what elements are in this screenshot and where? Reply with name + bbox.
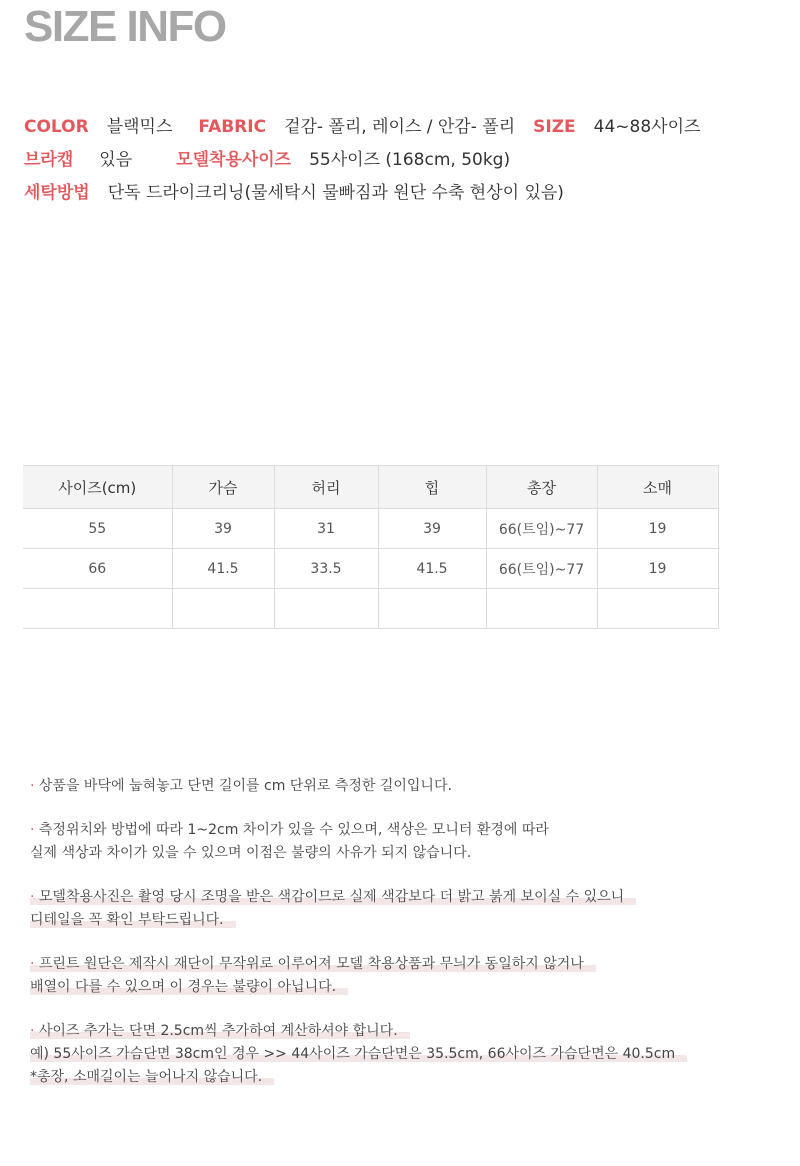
table-cell: 41.5 — [378, 549, 486, 589]
size-label: SIZE — [533, 117, 576, 137]
wash-label: 세탁방법 — [24, 183, 90, 203]
bullet-icon: · — [30, 889, 35, 905]
note-model-photo — [30, 886, 687, 932]
note-text: 예) 55사이즈 가슴단면 38cm인 경우 >> 44사이즈 가슴단면은 35.5cm, 66사이즈 가슴단면은 40.5cm — [30, 1046, 676, 1062]
note-deviation — [30, 819, 687, 865]
header-waist: 허리 — [274, 466, 378, 509]
table-cell: 39 — [172, 509, 274, 549]
table-cell — [172, 589, 274, 629]
info-line-1 — [24, 112, 700, 137]
note-size-addition — [30, 1020, 687, 1089]
note-text: 프린트 원단은 제작시 재단이 무작위로 이루어져 모델 착용상품과 무늬가 동일하지 않거나 — [38, 956, 584, 972]
header-length: 총장 — [486, 466, 597, 509]
table-row — [23, 589, 718, 629]
note-text: *총장, 소매길이는 늘어나지 않습니다. — [30, 1069, 263, 1085]
page-title: SIZE INFO — [24, 2, 226, 51]
table-cell: 19 — [597, 509, 718, 549]
note-text: 측정위치와 방법에 따라 1~2cm 차이가 있을 수 있으며, 색상은 모니터 환경에 따라 — [38, 822, 549, 838]
header-sleeve: 소매 — [597, 466, 718, 509]
info-line-2 — [24, 145, 510, 170]
table-cell: 66(트임)~77 — [486, 509, 597, 549]
bracap-value: 있음 — [99, 150, 133, 170]
table-cell: 41.5 — [172, 549, 274, 589]
bracap-label: 브라캡 — [24, 150, 74, 170]
note-measurement — [30, 775, 687, 798]
table-cell: 66 — [23, 549, 172, 589]
model-size-label: 모델착용사이즈 — [176, 150, 292, 170]
header-hip: 힙 — [378, 466, 486, 509]
table-cell — [23, 589, 172, 629]
size-value: 44~88사이즈 — [593, 117, 701, 137]
table-cell — [597, 589, 718, 629]
table-cell: 66(트임)~77 — [486, 549, 597, 589]
note-text: 디테일을 꼭 확인 부탁드립니다. — [30, 912, 224, 928]
fabric-value: 겉감- 폴리, 레이스 / 안감- 폴리 — [284, 117, 516, 137]
note-text: 사이즈 추가는 단면 2.5cm씩 추가하여 계산하셔야 합니다. — [38, 1023, 398, 1039]
note-text: 실제 색상과 차이가 있을 수 있으며 이점은 불량의 사유가 되지 않습니다. — [30, 845, 472, 861]
bullet-icon: · — [30, 1023, 35, 1039]
fabric-label: FABRIC — [198, 117, 267, 137]
color-label: COLOR — [24, 117, 89, 137]
note-text: 배열이 다를 수 있으며 이 경우는 불량이 아닙니다. — [30, 979, 337, 995]
table-row — [23, 509, 718, 549]
header-chest: 가슴 — [172, 466, 274, 509]
table-cell — [378, 589, 486, 629]
table-cell: 19 — [597, 549, 718, 589]
table-header-row — [23, 466, 718, 509]
size-table — [23, 465, 719, 629]
table-cell: 31 — [274, 509, 378, 549]
bullet-icon: · — [30, 822, 35, 838]
model-size-value: 55사이즈 (168cm, 50kg) — [309, 150, 511, 170]
table-cell — [274, 589, 378, 629]
color-value: 블랙믹스 — [106, 117, 173, 137]
note-text: 모델착용사진은 촬영 당시 조명을 받은 색감이므로 실제 색감보다 더 밝고 붉게 보이실 수 있으니 — [38, 889, 625, 905]
table-cell: 39 — [378, 509, 486, 549]
info-line-3 — [24, 178, 564, 203]
bullet-icon: · — [30, 956, 35, 972]
table-cell: 33.5 — [274, 549, 378, 589]
wash-value: 단독 드라이크리닝(물세탁시 물빠짐과 원단 수축 현상이 있음) — [107, 183, 564, 203]
table-cell — [486, 589, 597, 629]
note-print-fabric — [30, 953, 687, 999]
table-row — [23, 549, 718, 589]
note-text: 상품을 바닥에 눕혀놓고 단면 길이를 cm 단위로 측정한 길이입니다. — [38, 778, 452, 794]
table-cell: 55 — [23, 509, 172, 549]
header-size: 사이즈(cm) — [23, 466, 172, 509]
notes-section — [30, 775, 687, 1110]
bullet-icon: · — [30, 778, 35, 794]
